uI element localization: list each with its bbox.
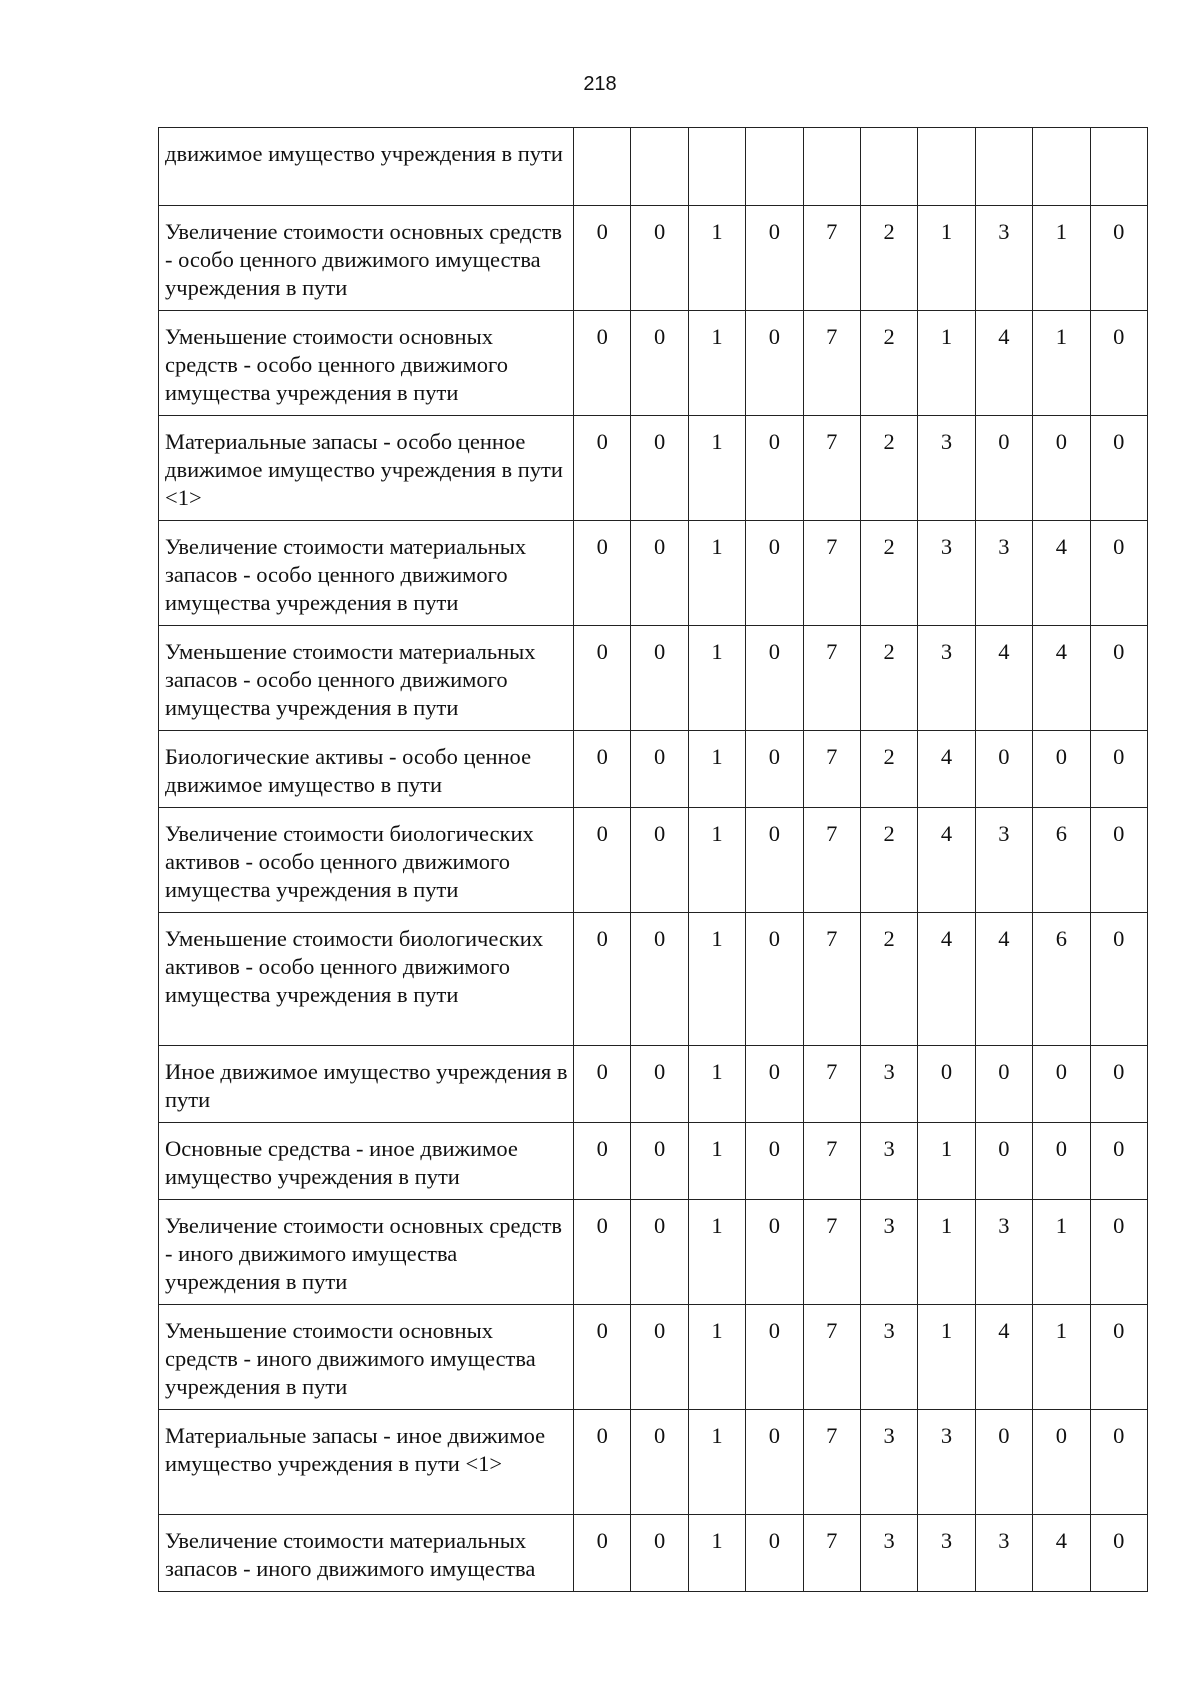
account-code-digit [688,128,745,206]
account-code-digit: 4 [975,311,1032,416]
account-code-digit: 0 [1090,731,1147,808]
account-code-digit: 3 [918,1515,975,1592]
account-code-digit: 0 [1090,1410,1147,1515]
account-code-digit: 0 [1033,416,1090,521]
account-code-digit: 0 [574,1046,631,1123]
account-code-digit: 0 [574,206,631,311]
account-code-digit: 0 [1090,808,1147,913]
account-code-digit [574,128,631,206]
account-code-digit: 0 [1090,1515,1147,1592]
account-code-digit: 2 [860,311,917,416]
account-description: Материальные запасы - особо ценное движимое имущество учреждения в пути <1> [159,416,574,521]
account-code-digit [746,128,803,206]
table-row [159,521,1148,626]
account-code-digit: 0 [574,1200,631,1305]
account-code-digit: 3 [860,1200,917,1305]
table-row [159,1123,1148,1200]
account-code-digit: 1 [688,1410,745,1515]
table-row [159,913,1148,1046]
account-code-digit: 4 [1033,1515,1090,1592]
account-code-digit: 3 [918,626,975,731]
account-code-digit: 3 [975,521,1032,626]
account-code-digit: 0 [631,626,688,731]
table-row [159,1515,1148,1592]
account-code-digit: 0 [574,521,631,626]
account-description: движимое имущество учреждения в пути [159,128,574,206]
account-code-digit: 6 [1033,913,1090,1046]
account-code-digit: 0 [574,731,631,808]
account-description: Иное движимое имущество учреждения в пути [159,1046,574,1123]
account-code-digit: 7 [803,311,860,416]
account-code-digit: 1 [688,731,745,808]
account-code-digit: 1 [918,206,975,311]
account-code-digit: 3 [975,206,1032,311]
account-code-digit: 1 [1033,311,1090,416]
table-row [159,1200,1148,1305]
account-code-digit: 0 [631,808,688,913]
account-code-digit: 1 [688,311,745,416]
account-code-digit: 7 [803,1046,860,1123]
account-code-digit [803,128,860,206]
account-code-digit: 0 [1090,1305,1147,1410]
account-code-digit: 0 [975,416,1032,521]
account-code-digit: 2 [860,913,917,1046]
account-code-digit: 0 [574,416,631,521]
account-code-digit: 4 [975,913,1032,1046]
account-description: Уменьшение стоимости биологических активов - особо ценного движимого имущества учреждения в пути [159,913,574,1046]
account-code-digit: 0 [631,1046,688,1123]
table-row [159,206,1148,311]
account-code-digit [1090,128,1147,206]
account-code-digit: 0 [631,521,688,626]
table-row [159,1410,1148,1515]
table-row [159,311,1148,416]
account-code-digit [860,128,917,206]
account-code-digit: 0 [631,416,688,521]
account-code-digit: 0 [1090,311,1147,416]
account-description: Увеличение стоимости материальных запасов - иного движимого имущества [159,1515,574,1592]
account-code-digit: 0 [631,1305,688,1410]
account-code-digit: 0 [631,913,688,1046]
account-code-digit: 3 [918,521,975,626]
account-code-digit: 0 [1033,1410,1090,1515]
account-code-digit: 1 [918,1123,975,1200]
account-code-digit: 1 [688,1305,745,1410]
account-code-digit: 2 [860,626,917,731]
account-code-digit: 0 [1090,206,1147,311]
account-code-digit: 4 [975,1305,1032,1410]
table-row [159,626,1148,731]
account-code-digit: 0 [631,1515,688,1592]
account-code-digit: 0 [1090,1123,1147,1200]
account-code-digit: 6 [1033,808,1090,913]
account-code-digit: 0 [746,808,803,913]
account-code-digit: 0 [1090,913,1147,1046]
account-code-digit [1033,128,1090,206]
account-code-digit: 0 [746,416,803,521]
account-description: Увеличение стоимости основных средств - иного движимого имущества учреждения в пути [159,1200,574,1305]
account-code-digit: 4 [918,808,975,913]
account-code-digit: 0 [631,311,688,416]
account-code-digit: 0 [574,808,631,913]
account-code-digit: 0 [746,1046,803,1123]
account-code-digit: 0 [1090,1046,1147,1123]
account-code-digit: 0 [975,731,1032,808]
account-code-digit: 0 [574,1410,631,1515]
account-code-digit: 7 [803,521,860,626]
account-code-digit: 0 [975,1123,1032,1200]
account-description: Уменьшение стоимости материальных запасов - особо ценного движимого имущества учреждения в пути [159,626,574,731]
account-code-digit: 1 [688,1200,745,1305]
account-code-digit: 2 [860,521,917,626]
account-code-digit: 0 [746,1200,803,1305]
page-number: 218 [583,73,617,95]
account-code-digit: 0 [631,731,688,808]
account-code-digit: 1 [1033,1200,1090,1305]
account-code-digit: 0 [574,1305,631,1410]
account-code-digit: 3 [860,1410,917,1515]
account-code-digit: 3 [918,416,975,521]
account-code-digit: 3 [975,1200,1032,1305]
account-description: Увеличение стоимости основных средств - особо ценного движимого имущества учреждения в пути [159,206,574,311]
account-code-digit [975,128,1032,206]
account-code-digit: 0 [574,1123,631,1200]
account-code-digit: 0 [574,913,631,1046]
account-code-digit: 0 [631,1410,688,1515]
account-code-digit: 3 [860,1123,917,1200]
account-code-digit: 0 [574,1515,631,1592]
account-code-digit: 2 [860,416,917,521]
account-code-digit: 7 [803,626,860,731]
account-code-digit: 0 [1033,1123,1090,1200]
account-code-digit: 3 [860,1515,917,1592]
account-code-digit: 0 [1090,416,1147,521]
account-code-digit: 0 [746,626,803,731]
account-code-digit: 1 [918,1305,975,1410]
account-description: Биологические активы - особо ценное движимое имущество в пути [159,731,574,808]
account-description: Увеличение стоимости биологических активов - особо ценного движимого имущества учреждения в пути [159,808,574,913]
account-code-digit: 0 [1090,626,1147,731]
account-code-digit: 0 [1033,731,1090,808]
account-code-digit: 1 [688,416,745,521]
account-description: Уменьшение стоимости основных средств - иного движимого имущества учреждения в пути [159,1305,574,1410]
account-code-digit: 0 [746,1515,803,1592]
account-description: Увеличение стоимости материальных запасов - особо ценного движимого имущества учреждения в пути [159,521,574,626]
account-code-digit: 1 [1033,206,1090,311]
account-code-digit: 1 [688,808,745,913]
account-code-digit: 1 [688,1515,745,1592]
account-code-digit: 4 [918,913,975,1046]
account-code-digit: 7 [803,1305,860,1410]
account-code-digit: 7 [803,416,860,521]
account-code-digit: 0 [746,521,803,626]
account-code-digit [631,128,688,206]
account-code-digit: 1 [918,1200,975,1305]
account-code-digit: 2 [860,808,917,913]
table-row [159,128,1148,206]
account-code-digit: 2 [860,206,917,311]
table-row [159,1305,1148,1410]
account-code-digit: 7 [803,913,860,1046]
account-code-digit: 7 [803,1123,860,1200]
account-code-digit: 3 [975,1515,1032,1592]
account-code-digit: 1 [688,626,745,731]
account-code-digit: 1 [918,311,975,416]
account-code-digit: 0 [746,1123,803,1200]
account-code-digit: 7 [803,1410,860,1515]
account-code-digit: 4 [918,731,975,808]
account-code-digit: 1 [688,521,745,626]
account-code-digit: 0 [631,206,688,311]
account-description: Уменьшение стоимости основных средств - особо ценного движимого имущества учреждения в пути [159,311,574,416]
account-code-digit: 0 [746,731,803,808]
account-code-digit: 0 [746,1410,803,1515]
account-code-digit: 1 [688,206,745,311]
table-row [159,416,1148,521]
account-code-digit: 1 [688,1123,745,1200]
account-code-digit: 0 [1090,1200,1147,1305]
account-code-digit: 0 [631,1200,688,1305]
account-code-digit: 1 [1033,1305,1090,1410]
table-row [159,731,1148,808]
table-body [159,128,1148,1592]
account-code-digit [918,128,975,206]
account-code-digit: 0 [574,626,631,731]
account-code-digit: 3 [860,1305,917,1410]
account-description: Основные средства - иное движимое имущество учреждения в пути [159,1123,574,1200]
account-code-digit: 0 [975,1410,1032,1515]
account-codes-table [158,127,1148,1592]
account-code-digit: 3 [918,1410,975,1515]
account-description: Материальные запасы - иное движимое имущество учреждения в пути <1> [159,1410,574,1515]
account-code-digit: 4 [1033,521,1090,626]
account-code-digit: 7 [803,1200,860,1305]
account-code-digit: 3 [975,808,1032,913]
account-code-digit: 4 [1033,626,1090,731]
account-code-digit: 0 [975,1046,1032,1123]
account-code-digit: 0 [746,913,803,1046]
account-code-digit: 0 [746,1305,803,1410]
account-code-digit: 7 [803,1515,860,1592]
account-code-digit: 0 [631,1123,688,1200]
account-code-digit: 1 [688,913,745,1046]
account-code-digit: 0 [746,311,803,416]
account-code-digit: 0 [746,206,803,311]
account-code-digit: 7 [803,206,860,311]
account-code-digit: 0 [918,1046,975,1123]
account-code-digit: 7 [803,731,860,808]
account-code-digit: 1 [688,1046,745,1123]
account-code-digit: 0 [574,311,631,416]
table-row [159,808,1148,913]
account-code-digit: 0 [1033,1046,1090,1123]
table-row [159,1046,1148,1123]
account-code-digit: 0 [1090,521,1147,626]
account-code-digit: 3 [860,1046,917,1123]
account-code-digit: 4 [975,626,1032,731]
account-code-digit: 7 [803,808,860,913]
account-code-digit: 2 [860,731,917,808]
